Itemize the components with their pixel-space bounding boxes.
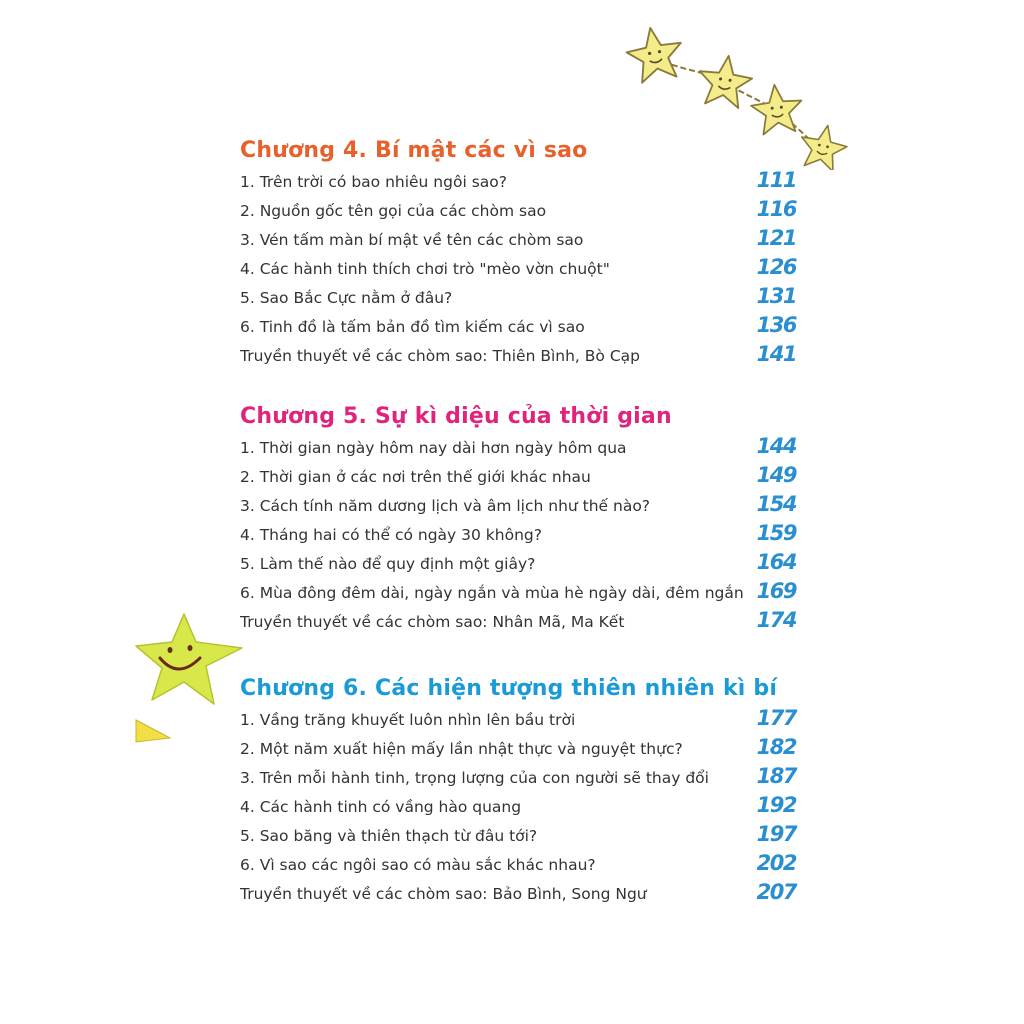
toc-entry-label: 6. Vì sao các ngôi sao có màu sắc khác nhau? xyxy=(240,856,596,874)
toc-entry-label: 4. Các hành tinh thích chơi trò "mèo vờn chuột" xyxy=(240,260,610,278)
toc-page-number: 136 xyxy=(756,313,796,337)
toc-entry-label: Truyền thuyết về các chòm sao: Bảo Bình, Song Ngư xyxy=(240,885,647,903)
toc-page-number: 111 xyxy=(756,168,796,192)
toc-entry-label: 6. Tinh đồ là tấm bản đồ tìm kiếm các vì sao xyxy=(240,318,585,336)
chapter-6-section xyxy=(240,674,800,909)
chapter-4-section xyxy=(240,136,800,371)
toc-entry[interactable] xyxy=(240,168,800,197)
toc-entry-label: 3. Trên mỗi hành tinh, trọng lượng của con người sẽ thay đổi xyxy=(240,769,709,787)
toc-page-number: 187 xyxy=(756,764,796,788)
toc-entry-label: Truyền thuyết về các chòm sao: Thiên Bình, Bò Cạp xyxy=(240,347,640,365)
toc-entry[interactable] xyxy=(240,197,800,226)
toc-entry-label: 4. Tháng hai có thể có ngày 30 không? xyxy=(240,526,542,544)
chapter-5-section xyxy=(240,402,800,637)
toc-entry-label: 5. Sao Bắc Cực nằm ở đâu? xyxy=(240,289,453,307)
toc-entry[interactable] xyxy=(240,880,800,909)
toc-page-number: 207 xyxy=(756,880,796,904)
toc-entry[interactable] xyxy=(240,434,800,463)
toc-entry-label: 3. Vén tấm màn bí mật về tên các chòm sao xyxy=(240,231,584,249)
smiling-star-icon xyxy=(132,608,250,708)
toc-page-number: 169 xyxy=(756,579,796,603)
toc-entry[interactable] xyxy=(240,793,800,822)
toc-entry-label: 2. Một năm xuất hiện mấy lần nhật thực và nguyệt thực? xyxy=(240,740,683,758)
toc-page-number: 144 xyxy=(756,434,796,458)
toc-entry-label: 2. Nguồn gốc tên gọi của các chòm sao xyxy=(240,202,547,220)
toc-entry-label: 2. Thời gian ở các nơi trên thế giới khác nhau xyxy=(240,468,591,486)
toc-entry[interactable] xyxy=(240,706,800,735)
toc-entry[interactable] xyxy=(240,284,800,313)
toc-entry[interactable] xyxy=(240,735,800,764)
chapter-title: Chương 4. Bí mật các vì sao xyxy=(240,138,588,163)
toc-page-number: 164 xyxy=(756,550,796,574)
toc-entry-label: 5. Làm thế nào để quy định một giây? xyxy=(240,555,536,573)
toc-entry-label: 4. Các hành tinh có vầng hào quang xyxy=(240,798,522,816)
toc-entry[interactable] xyxy=(240,550,800,579)
toc-entry[interactable] xyxy=(240,313,800,342)
toc-entry-label: 1. Thời gian ngày hôm nay dài hơn ngày hôm qua xyxy=(240,439,627,457)
toc-page-number: 159 xyxy=(756,521,796,545)
toc-entry[interactable] xyxy=(240,342,800,371)
star-fragment-icon xyxy=(134,716,174,746)
toc-entry-label: 1. Vầng trăng khuyết luôn nhìn lên bầu trời xyxy=(240,711,576,729)
toc-entry[interactable] xyxy=(240,608,800,637)
chapter-title: Chương 6. Các hiện tượng thiên nhiên kì bí xyxy=(240,676,778,701)
toc-entry[interactable] xyxy=(240,492,800,521)
toc-entry[interactable] xyxy=(240,255,800,284)
toc-entry[interactable] xyxy=(240,463,800,492)
toc-page-number: 202 xyxy=(756,851,796,875)
toc-page-number: 121 xyxy=(756,226,796,250)
toc-page-number: 197 xyxy=(756,822,796,846)
toc-page-number: 154 xyxy=(756,492,796,516)
toc-entry-label: 5. Sao băng và thiên thạch từ đâu tới? xyxy=(240,827,538,845)
toc-entry-label: 6. Mùa đông đêm dài, ngày ngắn và mùa hè ngày dài, đêm ngắn xyxy=(240,584,744,602)
toc-entry[interactable] xyxy=(240,764,800,793)
toc-page-number: 177 xyxy=(756,706,796,730)
toc-page-number: 131 xyxy=(756,284,796,308)
toc-entry[interactable] xyxy=(240,226,800,255)
toc-entry[interactable] xyxy=(240,579,800,608)
toc-entry[interactable] xyxy=(240,822,800,851)
toc-page-number: 126 xyxy=(756,255,796,279)
toc-page-number: 149 xyxy=(756,463,796,487)
toc-entry[interactable] xyxy=(240,851,800,880)
toc-page-number: 141 xyxy=(756,342,796,366)
toc-entry[interactable] xyxy=(240,521,800,550)
toc-page-number: 192 xyxy=(756,793,796,817)
toc-page-number: 174 xyxy=(756,608,796,632)
toc-page-number: 116 xyxy=(756,197,796,221)
toc-entry-label: 1. Trên trời có bao nhiêu ngôi sao? xyxy=(240,173,507,191)
toc-entry-label: Truyền thuyết về các chòm sao: Nhân Mã, Ma Kết xyxy=(240,613,625,631)
chapter-title: Chương 5. Sự kì diệu của thời gian xyxy=(240,404,672,429)
toc-entry-label: 3. Cách tính năm dương lịch và âm lịch như thế nào? xyxy=(240,497,651,515)
toc-page-number: 182 xyxy=(756,735,796,759)
